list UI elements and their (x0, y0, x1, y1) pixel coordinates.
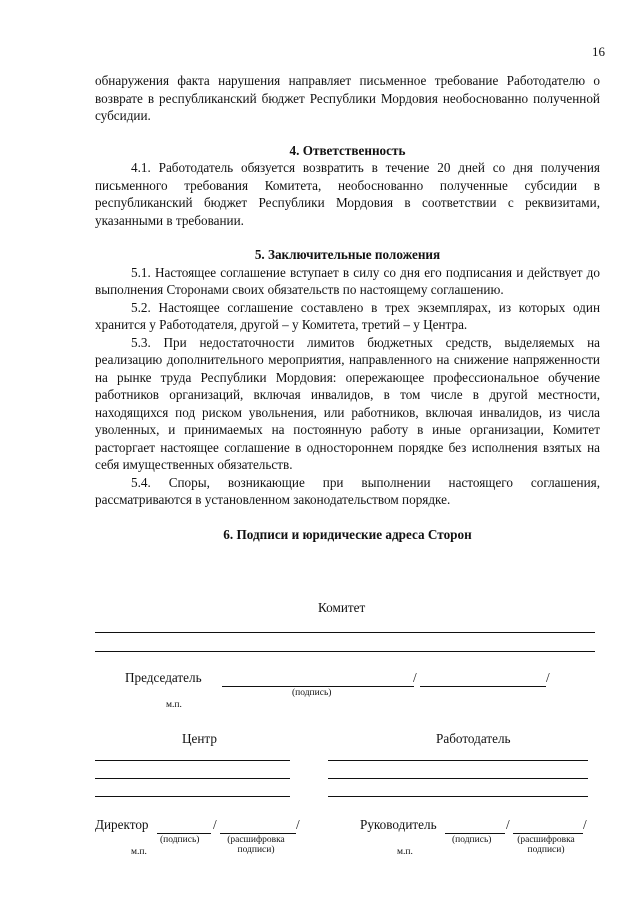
chairman-slash-right: / (546, 670, 550, 685)
director-slash-right: / (296, 817, 300, 832)
committee-address-line-2 (95, 651, 595, 652)
chairman-transcript-line (420, 686, 546, 687)
paragraph-5-2: 5.2. Настоящее соглашение составлено в трех экземплярах, из которых один хранится у Работодателя, другой – у Комитета, третий – у Центра. (95, 299, 600, 332)
manager-slash-left: / (506, 817, 510, 832)
manager-signature-hint: (подпись) (452, 835, 492, 845)
director-transcript-hint (220, 835, 292, 855)
manager-slash-right: / (583, 817, 587, 832)
employer-address-line-2 (328, 778, 588, 779)
manager-seal-mark: м.п. (397, 847, 413, 857)
committee-label: Комитет (318, 600, 366, 615)
director-signature-line (157, 833, 211, 834)
chairman-label: Председатель (125, 670, 202, 685)
chairman-signature-hint: (подпись) (292, 688, 332, 698)
page-number: 16 (592, 44, 605, 59)
manager-label: Руководитель (360, 817, 437, 832)
employer-address-line-1 (328, 760, 588, 761)
director-transcript-hint-line1: (расшифровка (227, 835, 285, 845)
chairman-seal-mark: м.п. (166, 700, 182, 710)
section-title-final-provisions: 5. Заключительные положения (254, 247, 441, 262)
center-label: Центр (182, 731, 217, 746)
paragraph-5-4: 5.4. Споры, возникающие при выполнении настоящего соглашения, рассматриваются в установленном законодательством порядке. (95, 474, 600, 507)
section-title-responsibility: 4. Ответственность (289, 142, 406, 158)
section-title-signatures: 6. Подписи и юридические адреса Сторон (223, 526, 472, 542)
director-slash-left: / (213, 817, 217, 832)
manager-transcript-hint-line1: (расшифровка (517, 835, 575, 845)
director-seal-mark: м.п. (131, 847, 147, 857)
employer-address-line-3 (328, 796, 588, 797)
paragraph-4-1: 4.1. Работодатель обязуется возвратить в течение 20 дней со дня получения письменного требования Комитета, необоснованно полученные субсидии в республиканский бюджет Республики Мордовия в соответствии с реквизитами, указанными в требовании. (95, 160, 600, 228)
chairman-slash-left: / (413, 670, 417, 685)
paragraph-5-3: 5.3. При недостаточности лимитов бюджетных средств, выделяемых на реализацию дополнительного мероприятия, направленного на снижение напряженности на рынке труда Республики Мордовия: опережающее профессиональное обучение работников организаций, включая инвалидов, в том числе в другой местности, находящихся под риском увольнения, или работников, включая инвалидов, из числа уволенных, и принимаемых на постоянную работу в иные организации, Комитет расторгает настоящее соглашение в одностороннем порядке без исполнения взятых на себя имущественных обязательств. (95, 334, 600, 472)
manager-transcript-hint (510, 835, 582, 855)
director-transcript-line (220, 833, 296, 834)
director-label: Директор (95, 817, 149, 832)
center-address-line-3 (95, 796, 290, 797)
committee-address-line-1 (95, 632, 595, 633)
document-body (95, 72, 600, 543)
manager-signature-line (445, 833, 505, 834)
employer-label: Работодатель (436, 731, 511, 746)
center-address-line-1 (95, 760, 290, 761)
director-signature-hint: (подпись) (160, 835, 200, 845)
manager-transcript-line (513, 833, 583, 834)
chairman-signature-line (222, 686, 414, 687)
manager-transcript-hint-line2: подписи) (527, 845, 565, 855)
center-address-line-2 (95, 778, 290, 779)
intro-paragraph: обнаружения факта нарушения направляет письменное требование Работодателю о возврате в республиканский бюджет Республики Мордовия необоснованно полученной субсидии. (95, 73, 600, 123)
paragraph-5-1: 5.1. Настоящее соглашение вступает в силу со дня его подписания и действует до выполнения Сторонами своих обязательств по настоящему соглашению. (95, 264, 600, 297)
director-transcript-hint-line2: подписи) (237, 845, 275, 855)
